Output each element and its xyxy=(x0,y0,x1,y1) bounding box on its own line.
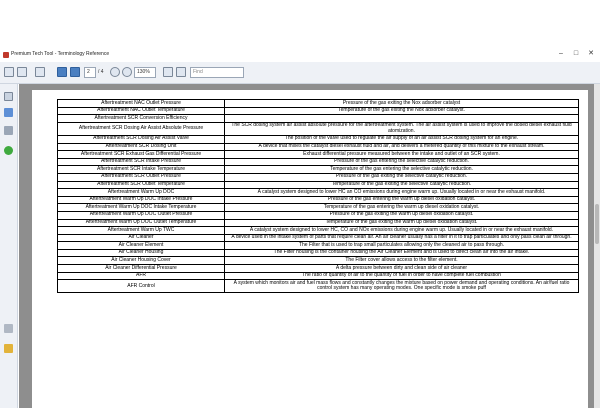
definition-cell: A system which monitors air and fuel mass flows and constantly changes the mixture based on power demand and operating conditions. An air/fuel ratio control system has many operating modes. One specific mode is smoke puff xyxy=(225,280,579,293)
window-title: Premium Tech Tool - Terminology Reference xyxy=(11,51,110,57)
definition-cell: A delta pressure between dirty and clean side of air cleaner xyxy=(225,265,579,273)
term-cell: Aftertreatment NAC Outlet Pressure xyxy=(58,100,225,108)
definition-cell: Pressure of the gas exiting the selective catalytic reduction. xyxy=(225,173,579,181)
term-cell: Aftertreatment SCR Intake Temperature xyxy=(58,166,225,174)
term-cell: Aftertreatment Warm Up DOC Intake Temperature xyxy=(58,204,225,212)
table-row xyxy=(58,151,579,159)
definition-cell: Pressure of the gas entering the selective catalytic reduction. xyxy=(225,158,579,166)
term-cell: Aftertreatment SCR Outlet Pressure xyxy=(58,173,225,181)
term-cell: Aftertreatment Warm Up DOC xyxy=(58,189,225,197)
definition-cell: Pressure of the gas exiting the warm up diesel oxidation catalyst. xyxy=(225,211,579,219)
bookmarks-icon[interactable] xyxy=(4,108,13,117)
table-row xyxy=(58,211,579,219)
definition-cell: Temperature of the gas exiting the warm up diesel oxidation catalyst. xyxy=(225,219,579,227)
definition-cell: Exhaust differential pressure measured between the intake and outlet of an SCR system. xyxy=(225,151,579,159)
pages-panel-icon[interactable] xyxy=(4,92,13,101)
table-row xyxy=(58,107,579,115)
term-cell: Aftertreatment Warm Up TWC xyxy=(58,227,225,235)
security-icon[interactable] xyxy=(4,146,13,155)
definition-cell: A catalyst system designed to lower HC, CO and NOx emissions during engine warm up. Usually located in or near the exhaust manifold. xyxy=(225,227,579,235)
previous-page-icon[interactable] xyxy=(57,67,67,77)
definition-cell: The Filter that is used to trap small particulates allowing only the cleaned air to pass through. xyxy=(225,242,579,250)
definition-cell: A device used in the intake system of parts that require clean air. An air cleaner usually has a filter in it to trap particulates and only pass clean air through. xyxy=(225,234,579,242)
term-cell: Aftertreatment Warm Up DOC Intake Pressure xyxy=(58,196,225,204)
scrollbar-thumb[interactable] xyxy=(595,204,599,244)
table-row xyxy=(58,115,579,123)
table-row xyxy=(58,173,579,181)
table-row xyxy=(58,234,579,242)
zoom-out-icon[interactable] xyxy=(110,67,120,77)
term-cell: Air Cleaner Element xyxy=(58,242,225,250)
definition-cell: Temperature of the gas exiting the Nox adsorber catalyst. xyxy=(225,107,579,115)
app-icon xyxy=(3,52,9,58)
definition-cell: Temperature of the gas exiting the selective catalytic reduction. xyxy=(225,181,579,189)
navigation-sidebar xyxy=(0,84,18,408)
table-row xyxy=(58,272,579,280)
definition-cell: The Filter housing is the container housing the Air Cleaner Element and is used to direct clean air into the air intake. xyxy=(225,249,579,257)
attachments-icon[interactable] xyxy=(4,126,13,135)
definition-cell: A catalyst system designed to lower HC an CO emissions during engine warm up. Usually located in or near the exhaust manifold. xyxy=(225,189,579,197)
fit-page-icon[interactable] xyxy=(163,67,173,77)
close-button[interactable]: ✕ xyxy=(588,50,594,57)
definition-cell: The Filter cover allows access to the filter element. xyxy=(225,257,579,265)
table-row xyxy=(58,166,579,174)
share-icon[interactable] xyxy=(35,67,45,77)
comments-icon[interactable] xyxy=(4,344,13,353)
term-cell: Aftertreatment SCR Dosing Air Assist Absolute Pressure xyxy=(58,122,225,135)
document-viewer[interactable] xyxy=(19,84,600,408)
page-number-input[interactable]: 2 xyxy=(84,67,96,78)
table-row xyxy=(58,280,579,293)
definition-cell: The ratio of quantity of air to the quantity of fuel in order to have complete fuel combustion xyxy=(225,272,579,280)
page-total-label: / 4 xyxy=(98,69,104,75)
term-cell: Aftertreatment SCR Outlet Temperature xyxy=(58,181,225,189)
term-cell: Air Cleaner xyxy=(58,234,225,242)
term-cell: AFR xyxy=(58,272,225,280)
terminology-table xyxy=(57,99,579,293)
definition-cell: Pressure of the gas exiting the Nox adsorber catalyst xyxy=(225,100,579,108)
table-row xyxy=(58,242,579,250)
term-cell: Air Cleaner Housing Cover xyxy=(58,257,225,265)
term-cell: Aftertreatment SCR Dosing Air Assist Valve xyxy=(58,135,225,143)
term-cell: AFR Control xyxy=(58,280,225,293)
definition-cell: The position of the valve used to regulate the air supply of an air assist SCR dosing system for an engine. xyxy=(225,135,579,143)
minimize-button[interactable]: – xyxy=(559,50,563,57)
table-row xyxy=(58,204,579,212)
document-page xyxy=(32,90,588,408)
pdf-toolbar xyxy=(0,62,600,84)
definition-cell: Temperature of the gas entering the warm up diesel oxidation catalyst. xyxy=(225,204,579,212)
definition-cell: The SCR dosing system air assist absolute pressure for the aftertreatment system. The air assist system is used to improve the dosed diesel exhaust fluid atomization. xyxy=(225,122,579,135)
table-row xyxy=(58,219,579,227)
window-titlebar xyxy=(0,0,600,62)
find-input[interactable]: Find xyxy=(190,67,244,78)
next-page-icon[interactable] xyxy=(70,67,80,77)
term-cell: Aftertreatment NAC Outlet Temperature xyxy=(58,107,225,115)
table-row xyxy=(58,181,579,189)
term-cell: Aftertreatment SCR Intake Pressure xyxy=(58,158,225,166)
table-row xyxy=(58,122,579,135)
definition-cell: A device that mixes the catalyst diesel exhaust fluid and air, and delivers a metered quantity of this mixture to the exhaust stream. xyxy=(225,143,579,151)
table-row xyxy=(58,135,579,143)
table-row xyxy=(58,227,579,235)
definition-cell xyxy=(225,115,579,123)
term-cell: Air Cleaner Differential Pressure xyxy=(58,265,225,273)
term-cell: Aftertreatment SCR Conversion Efficiency xyxy=(58,115,225,123)
zoom-select[interactable]: 130% xyxy=(134,67,156,78)
term-cell: Aftertreatment SCR Dosing Unit xyxy=(58,143,225,151)
table-row xyxy=(58,249,579,257)
term-cell: Air Cleaner Housing xyxy=(58,249,225,257)
table-row xyxy=(58,265,579,273)
maximize-button[interactable]: □ xyxy=(573,50,579,57)
zoom-in-icon[interactable] xyxy=(122,67,132,77)
table-row xyxy=(58,196,579,204)
table-row xyxy=(58,100,579,108)
fit-width-icon[interactable] xyxy=(176,67,186,77)
table-row xyxy=(58,143,579,151)
term-cell: Aftertreatment Warm Up DOC Outlet Temperature xyxy=(58,219,225,227)
attachment-clip-icon[interactable] xyxy=(4,324,13,333)
table-row xyxy=(58,257,579,265)
vertical-scrollbar[interactable] xyxy=(594,84,600,408)
term-cell: Aftertreatment Warm Up DOC Outlet Pressure xyxy=(58,211,225,219)
definition-cell: Temperature of the gas entering the selective catalytic reduction. xyxy=(225,166,579,174)
term-cell: Aftertreatment SCR Exhaust Gas Differential Pressure xyxy=(58,151,225,159)
definition-cell: Pressure of the gas entering the warm up diesel oxidation catalyst. xyxy=(225,196,579,204)
save-icon[interactable] xyxy=(4,67,14,77)
table-row xyxy=(58,189,579,197)
print-icon[interactable] xyxy=(17,67,27,77)
table-row xyxy=(58,158,579,166)
